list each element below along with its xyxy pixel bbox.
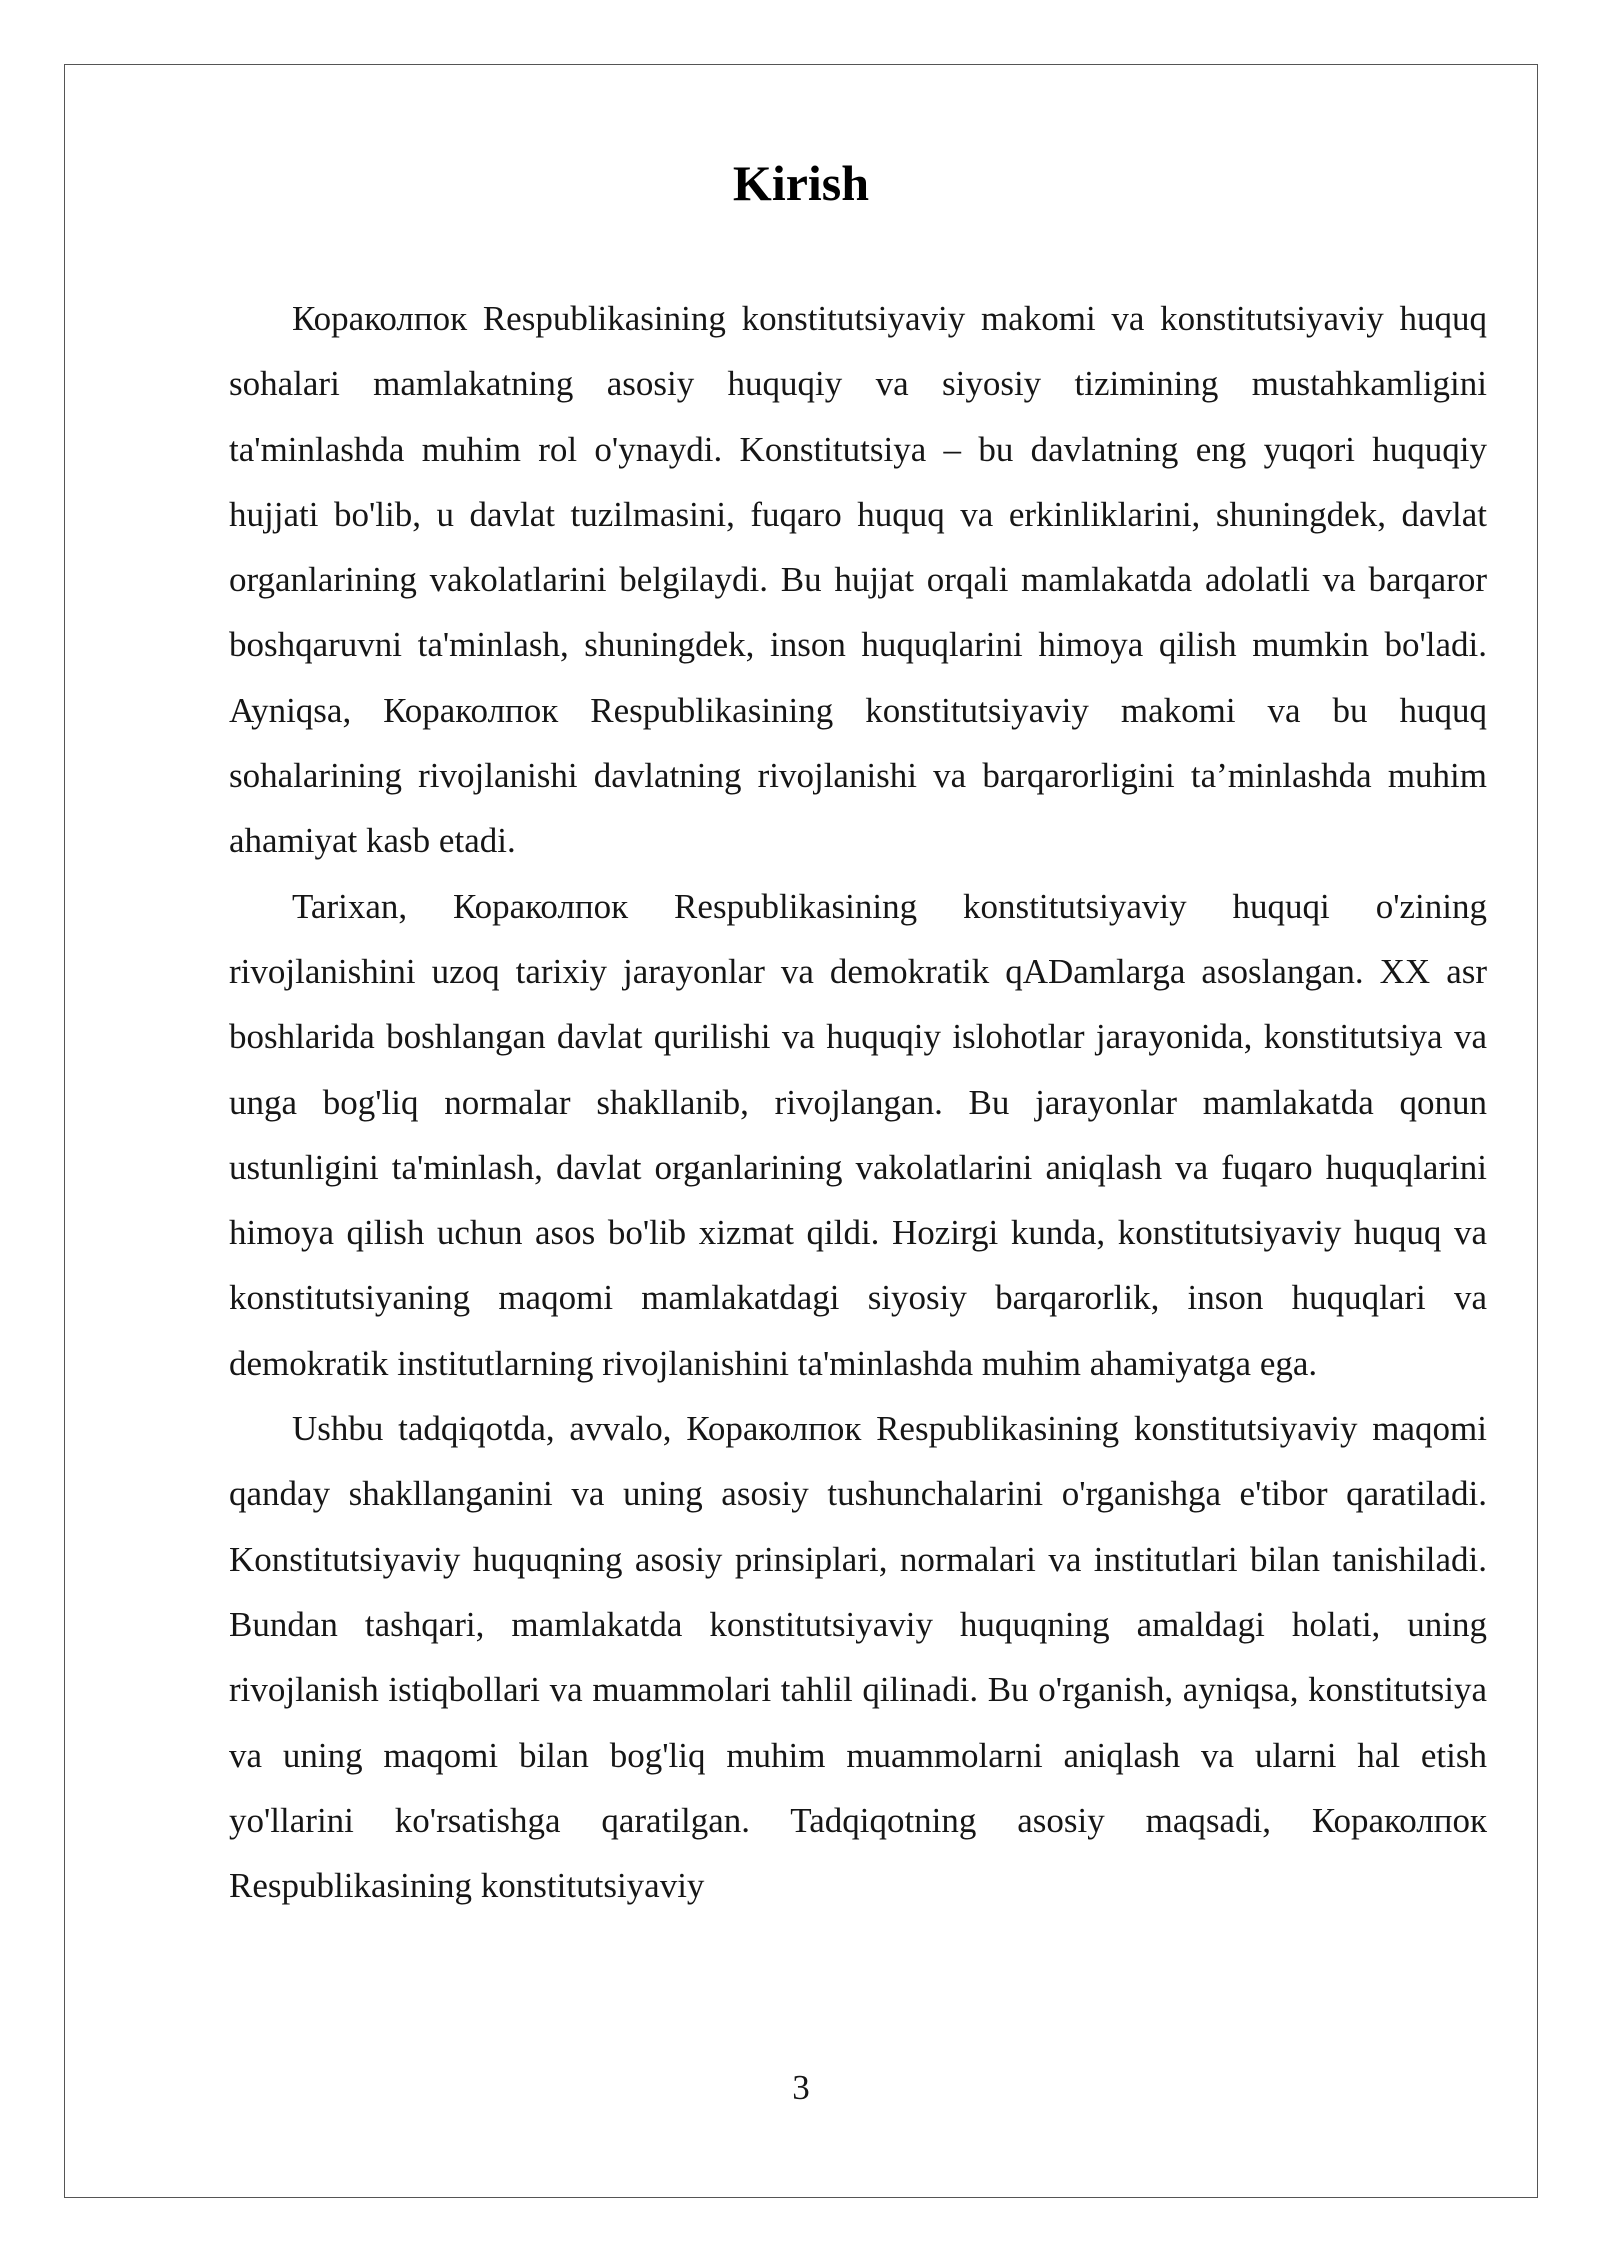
page-title: Kirish: [732, 155, 870, 211]
paragraph-3: Ushbu tadqiqotda, avvalo, Кораколпок Respublikasining konstitutsiyaviy maqomi qanday shakllanganini va uning asosiy tushunchalarini o'rganishga e'tibor qaratiladi. Konstitutsiyaviy huquqning asosiy prinsiplari, normalari va institutlari bilan tanishiladi. Bundan tashqari, mamlakatda konstitutsiyaviy huquqning amaldagi holati, uning rivojlanish istiqbollari va muammolari tahlil qilinadi. Bu o'rganish, ayniqsa, konstitutsiya va uning maqomi bilan bog'liq muhim muammolarni aniqlash va ularni hal etish yo'llarini ko'rsatishga qaratilgan. Tadqiqotning asosiy maqsadi, Кораколпок Respublikasining konstitutsiyaviy: [229, 1409, 1487, 1906]
body-text: [229, 286, 1487, 1918]
paragraph-2: Tarixan, Кораколпок Respublikasining konstitutsiyaviy huquqi o'zining rivojlanishini uzoq tarixiy jarayonlar va demokratik qADamlarga asoslangan. XX asr boshlarida boshlangan davlat qurilishi va huquqiy islohotlar jarayonida, konstitutsiya va unga bog'liq normalar shakllanib, rivojlangan. Bu jarayonlar mamlakatda qonun ustunligini ta'minlash, davlat organlarining vakolatlarini aniqlash va fuqaro huquqlarini himoya qilish uchun asos bo'lib xizmat qildi. Hozirgi kunda, konstitutsiyaviy huquq va konstitutsiyaning maqomi mamlakatdagi siyosiy barqarorlik, inson huquqlari va demokratik institutlarning rivojlanishini ta'minlashda muhim ahamiyatga ega.: [229, 886, 1487, 1383]
page-number: 3: [792, 2068, 810, 2107]
paragraph-1: Кораколпок Respublikasining konstitutsiyaviy makomi va konstitutsiyaviy huquq sohalari mamlakatning asosiy huquqiy va siyosiy tizimining mustahkamligini ta'minlashda muhim rol o'ynaydi. Konstitutsiya – bu davlatning eng yuqori huquqiy hujjati bo'lib, u davlat tuzilmasini, fuqaro huquq va erkinliklarini, shuningdek, davlat organlarining vakolatlarini belgilaydi. Bu hujjat orqali mamlakatda adolatli va barqaror boshqaruvni ta'minlash, shuningdek, inson huquqlarini himoya qilish mumkin bo'ladi. Ayniqsa, Кораколпок Respublikasining konstitutsiyaviy makomi va bu huquq sohalarining rivojlanishi davlatning rivojlanishi va barqarorligini ta’minlashda muhim ahamiyat kasb etadi.: [229, 299, 1487, 861]
